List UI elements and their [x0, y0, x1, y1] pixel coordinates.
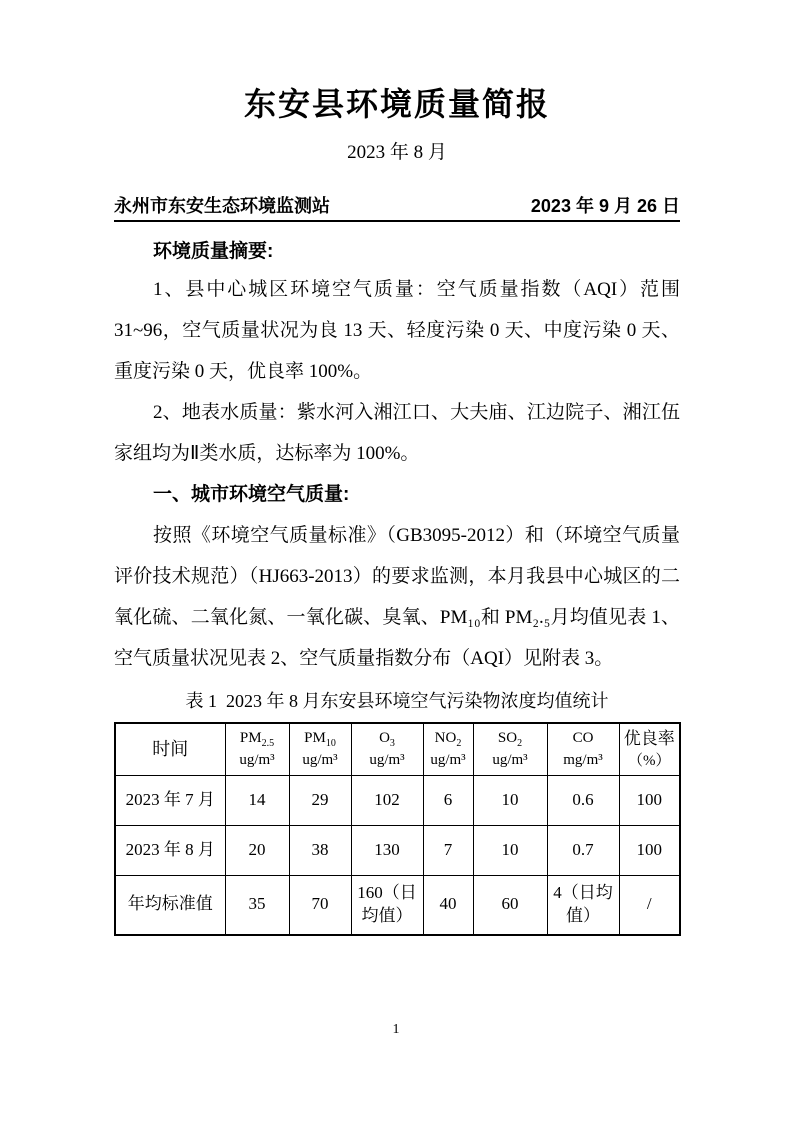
pollutant-table	[114, 722, 681, 936]
cell-time: 年均标准值	[115, 875, 225, 935]
header-cell-pm25	[225, 723, 289, 775]
table1-title: 表 1 2023 年 8 月东安县环境空气污染物浓度均值统计	[185, 691, 609, 711]
header-cell-co	[547, 723, 619, 775]
header-cell-time	[115, 723, 225, 775]
summary-item-water: 2、地表水质量：紫水河入湘江口、大夫庙、江边院子、湘江伍家组均为Ⅱ类水质，达标率为 100%。	[114, 402, 680, 464]
pollutant-formula: CO	[572, 729, 594, 746]
pollutant-formula: $PM_{10}$	[304, 729, 336, 749]
pollutant-formula: $PM_{2.5}$	[239, 729, 275, 749]
cell-pm10: 38	[289, 825, 351, 875]
cell-pm25: 35	[225, 875, 289, 935]
header-label: 时间	[152, 739, 189, 760]
masthead	[114, 194, 680, 222]
header-cell-so2	[473, 723, 547, 775]
pollutant-unit: ug/m³	[430, 752, 466, 769]
table-row	[115, 775, 680, 825]
header-cell-rate	[619, 723, 680, 775]
cell-rate: 100	[619, 825, 680, 875]
section1-body: 按照《环境空气质量标准》（GB3095-2012）和（环境空气质量评价技术规范）（HJ663-2013）的要求监测，本月我县中心城区的二氧化硫、二氧化氮、一氧化碳、臭氧、PM₁₀和 PM₂.₅月均值见表 1、空气质量状况见表 2、空气质量指数分布（AQI）见附表 3。	[114, 525, 680, 669]
summary-heading: 环境质量摘要:	[153, 241, 274, 262]
doc-title: 东安县环境质量简报	[243, 86, 550, 122]
header-cell-no2	[423, 723, 473, 775]
header-cell-o3	[351, 723, 423, 775]
cell-pm25: 14	[225, 775, 289, 825]
pollutant-unit: ug/m³	[369, 752, 405, 769]
cell-so2: 60	[473, 875, 547, 935]
table-row	[115, 825, 680, 875]
cell-pm10: 29	[289, 775, 351, 825]
page-number: 1	[392, 1022, 400, 1037]
cell-co: 0.7	[547, 825, 619, 875]
section1-heading: 一、城市环境空气质量:	[153, 484, 350, 505]
issue-date: 2023 年 9 月 26 日	[530, 196, 680, 216]
pollutant-unit: （%）	[628, 752, 671, 769]
pollutant-unit: ug/m³	[492, 752, 528, 769]
pollutant-unit: ug/m³	[302, 752, 338, 769]
cell-time: 2023 年 7 月	[115, 775, 225, 825]
cell-pm10: 70	[289, 875, 351, 935]
cell-co: 0.6	[547, 775, 619, 825]
pollutant-unit: ug/m³	[239, 752, 275, 769]
table-header-row	[115, 723, 680, 775]
cell-no2: 7	[423, 825, 473, 875]
summary-item-air: 1、县中心城区环境空气质量：空气质量指数（AQI）范围 31~96，空气质量状况为良 13 天、轻度污染 0 天、中度污染 0 天、重度污染 0 天，优良率 100%。	[114, 279, 680, 382]
agency-name: 永州市东安生态环境监测站	[114, 196, 330, 216]
cell-o3: 102	[351, 775, 423, 825]
pollutant-formula: $SO_2$	[497, 729, 523, 749]
cell-time: 2023 年 8 月	[115, 825, 225, 875]
cell-so2: 10	[473, 775, 547, 825]
cell-pm25: 20	[225, 825, 289, 875]
header-cell-pm10	[289, 723, 351, 775]
header-label: 优良率	[623, 728, 675, 748]
cell-no2: 40	[423, 875, 473, 935]
cell-o3: 160（日均值）	[351, 875, 423, 935]
cell-so2: 10	[473, 825, 547, 875]
pollutant-formula: $O_3$	[379, 729, 395, 749]
pollutant-unit: mg/m³	[563, 752, 603, 769]
doc-period: 2023 年 8 月	[347, 142, 447, 163]
pollutant-formula: $NO_2$	[434, 729, 462, 749]
table-row	[115, 875, 680, 935]
cell-o3: 130	[351, 825, 423, 875]
cell-no2: 6	[423, 775, 473, 825]
cell-rate: /	[619, 875, 680, 935]
cell-co: 4（日均值）	[547, 875, 619, 935]
cell-rate: 100	[619, 775, 680, 825]
